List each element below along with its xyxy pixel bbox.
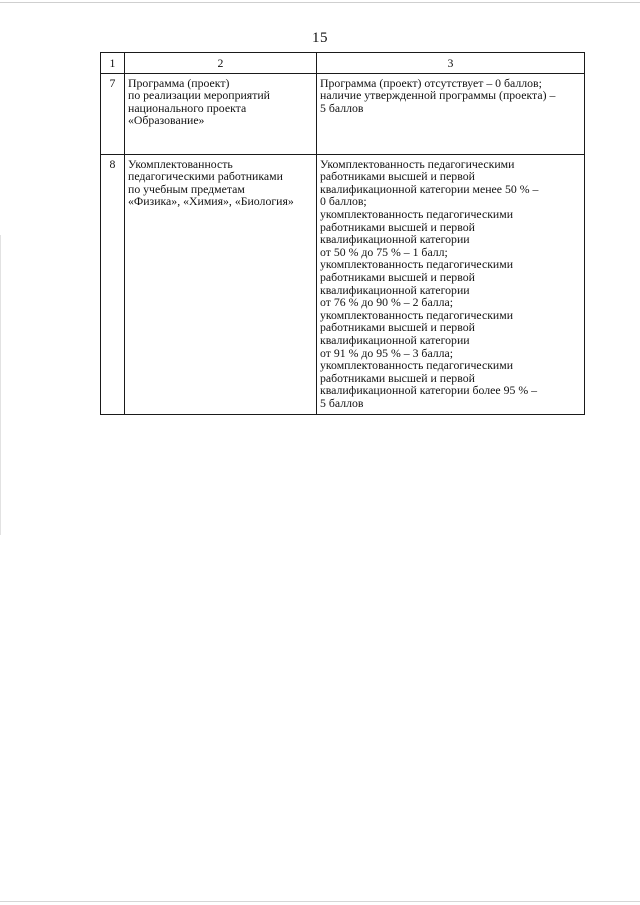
scoring-cell <box>317 154 585 415</box>
page-number: 15 <box>312 30 328 46</box>
scoring-line: 0 баллов; <box>320 194 367 209</box>
column-header-1: 1 <box>101 53 125 74</box>
column-header-2: 2 <box>125 53 317 74</box>
scoring-line: Укомплектованность педагогическими <box>320 156 515 171</box>
scoring-line: работниками высшей и первой <box>320 219 475 234</box>
scoring-line: укомплектованность педагогическими <box>320 206 514 221</box>
table-header-row <box>101 53 585 74</box>
bottom-scan-edge <box>0 901 640 902</box>
scoring-line: работниками высшей и первой <box>320 370 475 385</box>
criterion-line: по учебным предметам <box>128 181 245 196</box>
criterion-line: Укомплектованность <box>128 156 233 171</box>
scoring-line: укомплектованность педагогическими <box>320 307 514 322</box>
scoring-line: укомплектованность педагогическими <box>320 257 514 272</box>
scoring-line: наличие утвержденной программы (проекта) – <box>320 88 556 103</box>
scoring-line: квалификационной категории более 95 % – <box>320 383 538 398</box>
criteria-table <box>100 52 585 415</box>
scoring-cell <box>317 73 585 154</box>
table-row-7 <box>101 73 585 154</box>
scoring-line: работниками высшей и первой <box>320 169 475 184</box>
criterion-line: Программа (проект) <box>128 75 230 90</box>
scoring-line: от 50 % до 75 % – 1 балл; <box>320 244 448 259</box>
criterion-cell <box>125 154 317 415</box>
scoring-line: укомплектованность педагогическими <box>320 358 514 373</box>
scoring-line: квалификационной категории менее 50 % – <box>320 181 539 196</box>
criterion-line: педагогическими работниками <box>128 169 283 184</box>
scoring-line: от 91 % до 95 % – 3 балла; <box>320 345 454 360</box>
scoring-line: квалификационной категории <box>320 232 470 247</box>
criterion-line: «Образование» <box>128 113 205 128</box>
row-number: 8 <box>101 154 125 415</box>
scoring-line: квалификационной категории <box>320 332 470 347</box>
scoring-line: 5 баллов <box>320 395 364 410</box>
scoring-line: работниками высшей и первой <box>320 269 475 284</box>
table-row-8 <box>101 154 585 415</box>
column-header-3: 3 <box>317 53 585 74</box>
scoring-line: работниками высшей и первой <box>320 320 475 335</box>
top-scan-edge <box>0 2 640 3</box>
criterion-line: «Физика», «Химия», «Биология» <box>128 194 294 209</box>
scoring-line: Программа (проект) отсутствует – 0 баллов; <box>320 75 542 90</box>
criterion-line: национального проекта <box>128 100 247 115</box>
scoring-line: квалификационной категории <box>320 282 470 297</box>
left-scan-edge <box>0 235 1 535</box>
criterion-line: по реализации мероприятий <box>128 88 270 103</box>
criterion-cell <box>125 73 317 154</box>
scoring-line: от 76 % до 90 % – 2 балла; <box>320 295 454 310</box>
scoring-line: 5 баллов <box>320 100 364 115</box>
row-number: 7 <box>101 73 125 154</box>
